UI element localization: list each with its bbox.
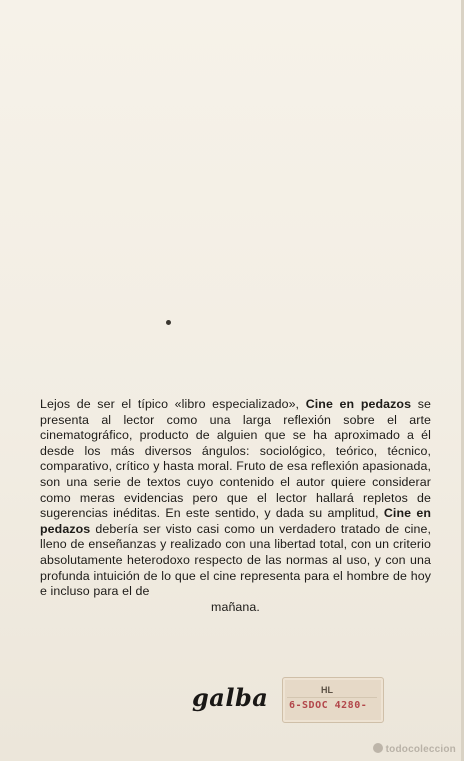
watermark-text: todocoleccion: [385, 744, 456, 755]
blurb-segment: se presenta al lector como una larga reflexión sobre el arte cinematográfico, producto de alguien que se ha aproximado a él desde los más diversos ángulos: sociológico, teórico, técnico, comparativo, crítico y hasta moral. Fruto de esa reflexión apasionada, son una serie de textos cuyo contenido el autor quiere considerar como meras evidencias pero que el lector hallará repletos de sugerencias inéditas. En este sentido, y dada su amplitud,: [40, 397, 431, 521]
blurb-segment: debería ser visto casi como un verdadero tratado de cine, lleno de enseñanzas y realizado con una libertad total, con un criterio absolutamente heterodoxo respecto de las normas al uso, y con una profunda intuición de lo que el cine representa para el hombre de hoy e incluso para el de: [40, 521, 431, 599]
blurb-segment: Lejos de ser el típico «libro especializado»,: [40, 397, 306, 411]
paper-speck: [166, 320, 171, 325]
sticker-price: 6-SDOC 4280-: [289, 700, 368, 711]
sticker-crease: [287, 697, 377, 698]
book-title-mention: Cine en pedazos: [305, 397, 412, 411]
book-title-mention: Cine en pedazos: [40, 506, 431, 536]
watermark: [373, 743, 456, 755]
sticker-code: HL: [321, 685, 333, 695]
back-cover-blurb: [40, 397, 431, 615]
watermark-logo-icon: [373, 743, 383, 753]
blurb-last-line: mañana.: [211, 599, 260, 614]
price-sticker: [282, 677, 384, 723]
publisher-logo: galba: [192, 683, 269, 712]
